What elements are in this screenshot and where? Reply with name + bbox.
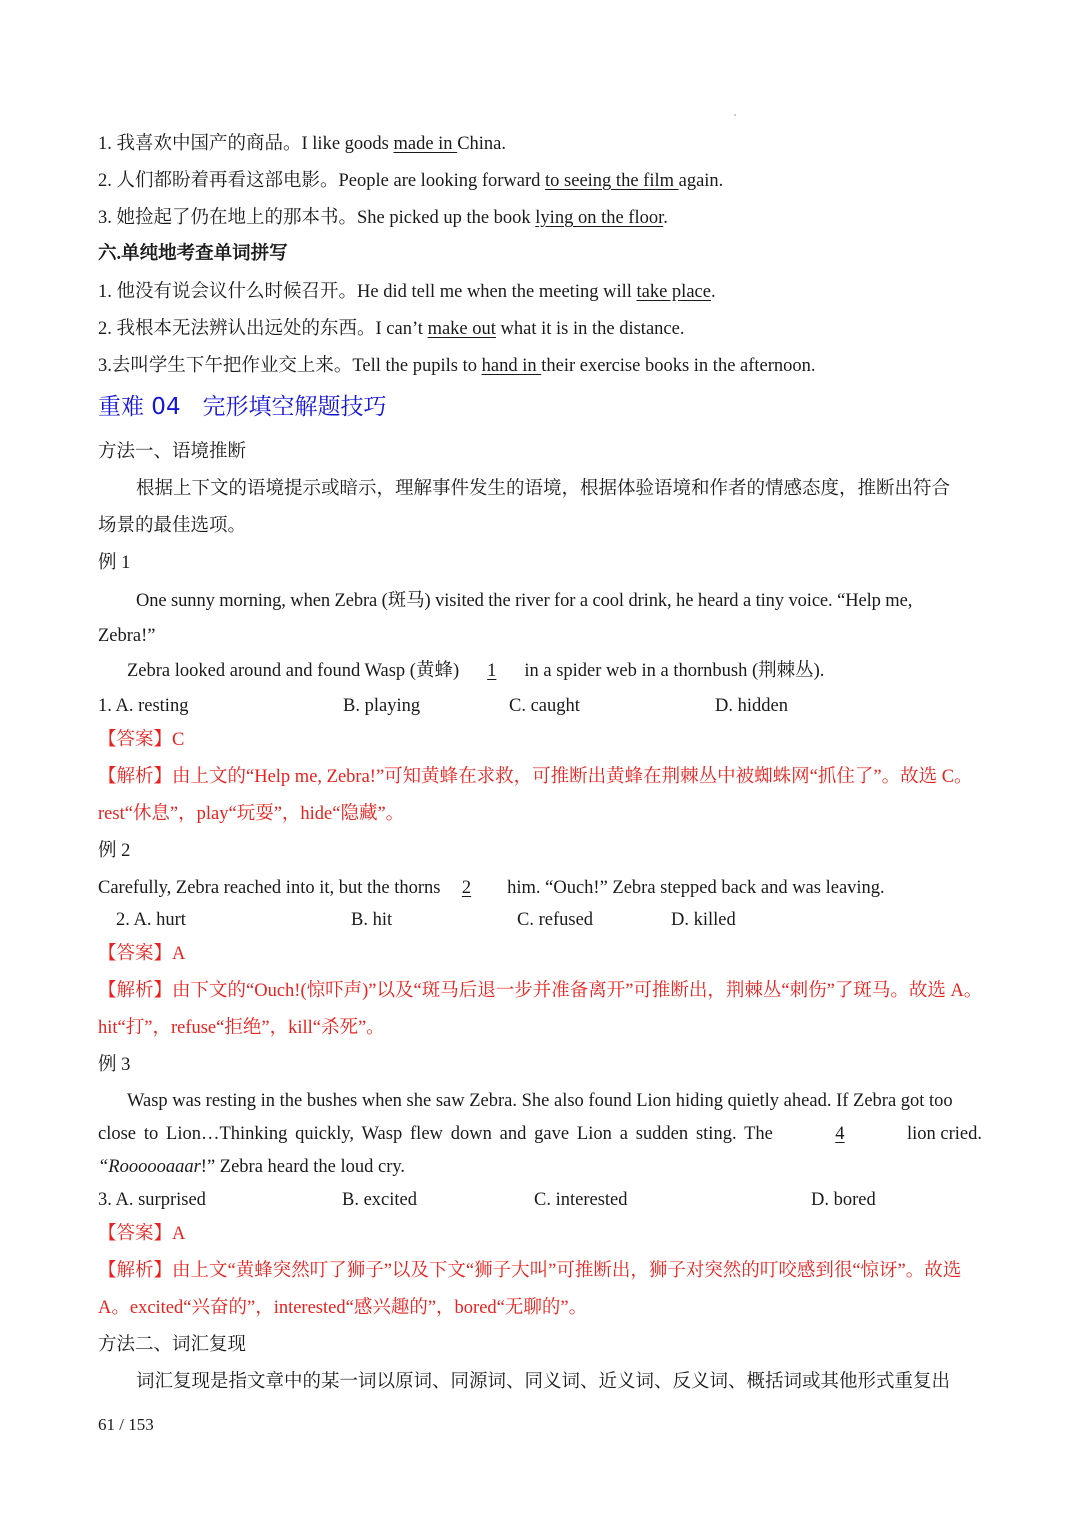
passage-text bbox=[98, 1122, 982, 1146]
blank-number: 2 bbox=[461, 878, 472, 898]
answer: 【答案】C bbox=[98, 730, 185, 750]
list-item bbox=[98, 354, 982, 378]
answer-underline: to seeing the film bbox=[545, 171, 679, 191]
item-text: 1. 他没有说会议什么时候召开。He did tell me when the meeting will bbox=[98, 282, 637, 302]
item-text: 2. 人们都盼着再看这部电影。People are looking forward bbox=[98, 171, 546, 191]
blank-number: 1 bbox=[487, 661, 497, 681]
passage-text bbox=[127, 659, 982, 683]
passage-text bbox=[98, 876, 982, 900]
option: C. caught bbox=[509, 696, 580, 716]
method-heading: 方法二、词汇复现 bbox=[98, 1335, 247, 1355]
passage-segment: in a spider web in a thornbush (荆棘丛). bbox=[519, 661, 825, 681]
passage-segment: lion cried. bbox=[906, 1124, 982, 1144]
list-item bbox=[98, 132, 982, 156]
list-item bbox=[98, 280, 982, 304]
item-text: 3. 她捡起了仍在地上的那本书。She picked up the book bbox=[98, 208, 536, 228]
analysis: A。excited“兴奋的”，interested“感兴趣的”，bored“无聊的”。 bbox=[98, 1298, 588, 1318]
item-text: what it is in the distance. bbox=[495, 319, 685, 339]
answer: 【答案】A bbox=[98, 944, 186, 964]
answer: 【答案】A bbox=[98, 1224, 186, 1244]
item-text: 2. 我根本无法辨认出远处的东西。I can’t bbox=[98, 319, 428, 339]
passage-text bbox=[98, 1155, 982, 1179]
page-number: 61 / 153 bbox=[98, 1415, 154, 1434]
example-label: 例 1 bbox=[98, 553, 131, 573]
option: D. hidden bbox=[715, 696, 788, 716]
list-item bbox=[98, 206, 982, 230]
option: B. excited bbox=[342, 1190, 418, 1210]
options-row bbox=[98, 694, 982, 718]
method-heading: 方法一、语境推断 bbox=[98, 442, 247, 462]
method-description: 词汇复现是指文章中的某一词以原词、同源词、同义词、近义词、反义词、概括词或其他形式重复出 bbox=[136, 1372, 951, 1392]
example-label: 例 3 bbox=[98, 1055, 131, 1075]
passage-segment: “Roooooaaar bbox=[98, 1157, 201, 1177]
option: C. refused bbox=[517, 910, 594, 930]
method-description: 根据上下文的语境提示或暗示，理解事件发生的语境，根据体验语境和作者的情感态度，推断出符合 bbox=[136, 479, 951, 499]
option: D. bored bbox=[811, 1190, 876, 1210]
item-text: their exercise books in the afternoon. bbox=[541, 356, 816, 376]
analysis: 【解析】由上文的“Help me, Zebra!”可知黄蜂在求救，可推断出黄蜂在荆棘丛中被蜘蛛网“抓住了”。故选 C。 bbox=[98, 767, 973, 787]
passage-text: Wasp was resting in the bushes when she saw Zebra. She also found Lion hiding quietly ahead. If Zebra got too bbox=[127, 1091, 953, 1111]
list-item bbox=[98, 169, 982, 193]
analysis: hit“打”，refuse“拒绝”，kill“杀死”。 bbox=[98, 1018, 385, 1038]
analysis: 【解析】由下文的“Ouch!(惊吓声)”以及“斑马后退一步并准备离开”可推断出，荆棘丛“刺伤”了斑马。故选 A。 bbox=[98, 981, 983, 1001]
passage-segment: him. “Ouch!” Zebra stepped back and was leaving. bbox=[502, 878, 885, 898]
item-text: . bbox=[663, 208, 668, 228]
analysis: rest“休息”，play“玩耍”，hide“隐藏”。 bbox=[98, 804, 405, 824]
item-text: 1. 我喜欢中国产的商品。I like goods bbox=[98, 134, 394, 154]
blank-number: 4 bbox=[835, 1124, 845, 1144]
passage-text: Zebra!” bbox=[98, 626, 156, 646]
option: 3. A. surprised bbox=[98, 1190, 206, 1210]
answer-underline: lying on the floor bbox=[535, 208, 664, 228]
example-label: 例 2 bbox=[98, 841, 131, 861]
item-text: again. bbox=[678, 171, 724, 191]
answer-underline: make out bbox=[427, 319, 496, 339]
passage-segment: close to Lion…Thinking quickly, Wasp flew down and gave Lion a sudden sting. The bbox=[98, 1124, 773, 1144]
method-description: 场景的最佳选项。 bbox=[98, 516, 247, 536]
option: 1. A. resting bbox=[98, 696, 189, 716]
passage-segment: !” Zebra heard the loud cry. bbox=[200, 1157, 406, 1177]
item-text: China. bbox=[457, 134, 507, 154]
option: 2. A. hurt bbox=[116, 910, 186, 930]
options-row bbox=[98, 1188, 982, 1212]
list-item bbox=[98, 317, 982, 341]
section-title: 重难 04 完形填空解题技巧 bbox=[98, 394, 387, 420]
item-text: 3.去叫学生下午把作业交上来。Tell the pupils to bbox=[98, 356, 482, 376]
analysis: 【解析】由上文“黄蜂突然叮了狮子”以及下文“狮子大叫”可推断出，狮子对突然的叮咬感到很“惊讶”。故选 bbox=[98, 1261, 962, 1281]
option: B. hit bbox=[351, 910, 393, 930]
options-row bbox=[98, 908, 982, 932]
passage-segment: Zebra looked around and found Wasp (黄蜂) bbox=[127, 661, 464, 681]
option: D. killed bbox=[671, 910, 736, 930]
section-heading: 六.单纯地考查单词拼写 bbox=[98, 244, 288, 264]
scan-speck bbox=[734, 114, 736, 116]
answer-underline: take place bbox=[636, 282, 711, 302]
passage-text: One sunny morning, when Zebra (斑马) visited the river for a cool drink, he heard a tiny voice. “Help me, bbox=[136, 591, 913, 611]
option: C. interested bbox=[534, 1190, 628, 1210]
answer-underline: made in bbox=[393, 134, 458, 154]
option: B. playing bbox=[343, 696, 421, 716]
passage-segment: Carefully, Zebra reached into it, but the thorns bbox=[98, 878, 441, 898]
item-text: . bbox=[710, 282, 716, 302]
answer-underline: hand in bbox=[481, 356, 542, 376]
